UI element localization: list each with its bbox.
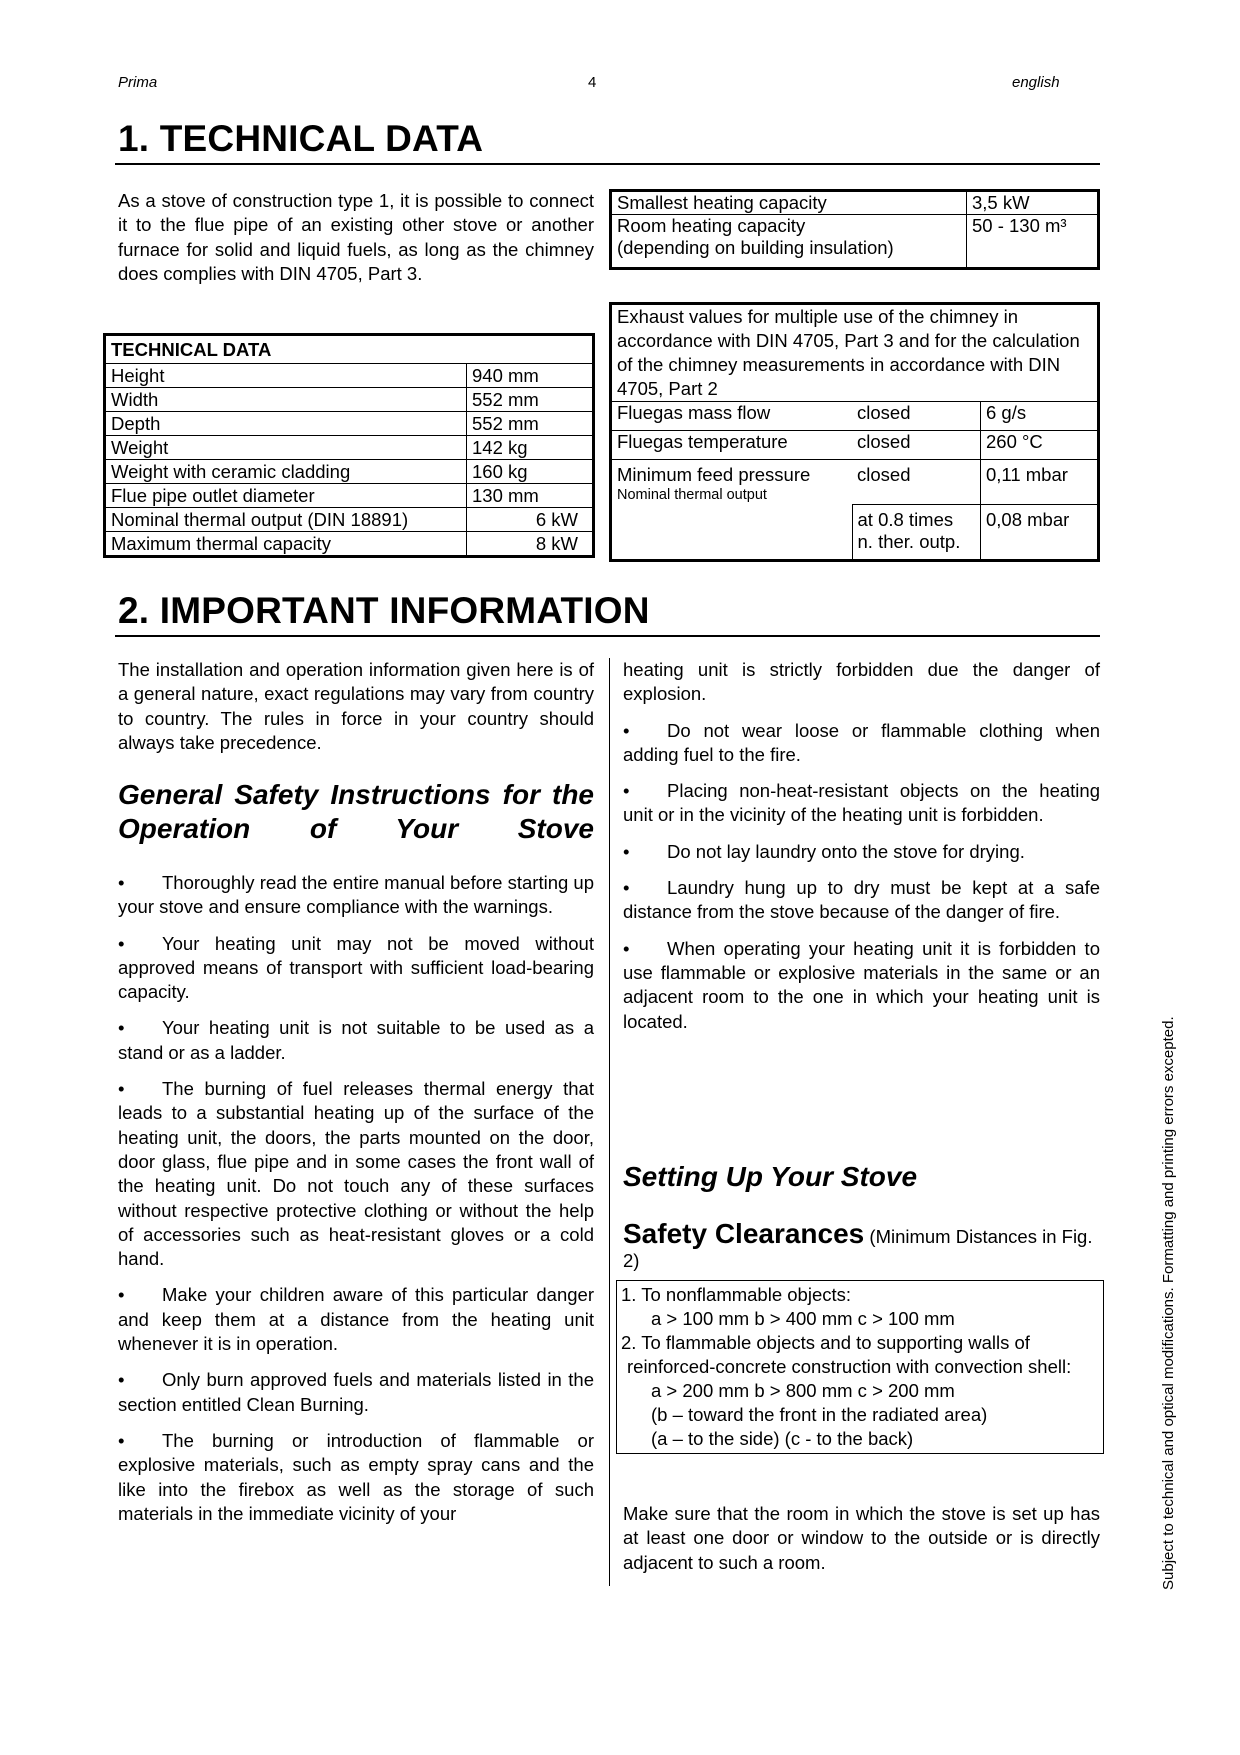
section-title-important-information: 2. IMPORTANT INFORMATION [118, 590, 650, 631]
list-item [623, 937, 1100, 1034]
tech-table-heading: TECHNICAL DATA [105, 335, 594, 364]
bullet-text: Do not lay laundry onto the stove for drying. [667, 840, 1025, 862]
cell-condition: closed [852, 460, 981, 505]
exhaust-heading: Exhaust values for multiple use of the chimney in accordance with DIN 4705, Part 3 and for the calculation of the chimney measurements in accordance with DIN 4705, Part 2 [611, 304, 1099, 402]
clearances-heading: Safety Clearances [623, 1218, 865, 1249]
continuation-text: heating unit is strictly forbidden due the danger of explosion. [623, 659, 1100, 705]
feed2-cond-line1: at 0.8 times [857, 509, 954, 530]
column-divider [609, 658, 610, 1586]
cell-value: 8 kW [467, 532, 594, 557]
list-item [118, 871, 594, 920]
capacity-label-line2: (depending on building insulation) [617, 237, 894, 258]
cell-value: 552 mm [467, 412, 594, 436]
clearance-line: (b – toward the front in the radiated area) [651, 1404, 988, 1425]
cell-value: 3,5 kW [967, 191, 1099, 215]
cell-label: Weight [105, 436, 467, 460]
capacity-table [609, 189, 1100, 270]
bullet-text: Make your children aware of this particular danger and keep them at a distance from the heating unit whenever it is in operation. [118, 1284, 594, 1355]
clearance-line: a > 100 mm b > 400 mm c > 100 mm [651, 1308, 955, 1329]
bullet-text: Do not wear loose or flammable clothing when adding fuel to the fire. [623, 719, 1100, 765]
cell-label: Width [105, 388, 467, 412]
list-item [118, 1283, 594, 1356]
bullet-text: When operating your heating unit it is forbidden to use flammable or explosive materials in the same or an adjacent room to the one in which your heating unit is located. [623, 937, 1100, 1032]
cell-label: Depth [105, 412, 467, 436]
bullet: • [118, 1369, 125, 1391]
table-row [105, 508, 594, 532]
header-right: english [1012, 74, 1060, 91]
safety-instructions-heading: General Safety Instructions for the Operation of Your Stove [118, 779, 594, 844]
page-number: 4 [588, 74, 597, 91]
side-disclaimer: Subject to technical and optical modifications. Formatting and printing errors excepted. [1160, 1016, 1177, 1590]
cell-value: 0,11 mbar [981, 460, 1099, 505]
bullet: • [623, 937, 630, 959]
cell-label: Height [105, 364, 467, 388]
table-row [611, 431, 1099, 460]
table-row [611, 460, 1099, 505]
bullet-text: The burning of fuel releases thermal energy that leads to a substantial heating up of the surface of the heating unit, the doors, the parts mounted on the door, door glass, flue pipe and in some cases the front wall of the heating unit. Do not touch any of these surfaces without respective protective clothing or without the help of accessories such as heat-resistant gloves or a cold hand. [118, 1078, 594, 1270]
cell-label: Flue pipe outlet diameter [105, 484, 467, 508]
cell-value: 6 kW [467, 508, 594, 532]
cell-label: Fluegas mass flow [611, 402, 853, 431]
list-item [623, 719, 1100, 768]
bullet: • [118, 932, 125, 954]
table-row [105, 532, 594, 557]
title-rule [115, 163, 1100, 165]
bullet: • [118, 1284, 125, 1306]
setup-heading: Setting Up Your Stove [623, 1161, 918, 1192]
bullet-text: Placing non-heat-resistant objects on the heating unit or in the vicinity of the heating unit is forbidden. [623, 780, 1100, 826]
section1-intro: As a stove of construction type 1, it is possible to connect it to the flue pipe of an existing other stove or another furnace for solid and liquid fuels, as long as the chimney does complies with DIN 4705, Part 3. [118, 190, 594, 284]
technical-data-table [103, 333, 595, 558]
cell-label: Nominal thermal output (DIN 18891) [105, 508, 467, 532]
clearance-line: 1. To nonflammable objects: [621, 1284, 852, 1305]
cell-value: 6 g/s [981, 402, 1099, 431]
feed2-cond-line2: n. ther. outp. [857, 531, 961, 552]
table-row [105, 436, 594, 460]
bullet-text: Your heating unit may not be moved without approved means of transport with sufficient load-bearing capacity. [118, 932, 594, 1003]
list-item [118, 1077, 594, 1271]
cell-label: Smallest heating capacity [611, 191, 967, 215]
room-note: Make sure that the room in which the stove is set up has at least one door or window to the outside or is directly adjacent to such a room. [623, 1503, 1100, 1573]
cell-value: 940 mm [467, 364, 594, 388]
cell-label [611, 460, 853, 561]
cell-condition [852, 505, 981, 561]
clearance-line: 2. To flammable objects and to supporting walls of [621, 1332, 1030, 1353]
header-left: Prima [118, 74, 158, 91]
list-item [118, 1016, 594, 1065]
list-item [118, 932, 594, 1005]
table-row [611, 191, 1099, 215]
list-item [623, 840, 1100, 864]
clearances-note: (Minimum Distances in Fig. 2) [623, 1226, 1093, 1272]
bullet: • [623, 780, 630, 802]
list-item [623, 876, 1100, 925]
bullet-text: The burning or introduction of flammable or explosive materials, such as empty spray cans and the like into the firebox as well as the storage of such materials in the immediate vicinity of your [118, 1429, 594, 1524]
clearance-line: a > 200 mm b > 800 mm c > 200 mm [651, 1380, 955, 1401]
cell-label: Fluegas temperature [611, 431, 853, 460]
title-rule [115, 635, 1100, 637]
list-item [118, 1429, 594, 1526]
bullet: • [623, 877, 630, 899]
bullet-text: Laundry hung up to dry must be kept at a safe distance from the stove because of the danger of fire. [623, 877, 1100, 923]
right-column-text [623, 658, 1100, 1046]
cell-condition: closed [852, 431, 981, 460]
bullet-text: Your heating unit is not suitable to be used as a stand or as a ladder. [118, 1017, 594, 1063]
clearances-heading-block [623, 1218, 1100, 1274]
table-row [105, 388, 594, 412]
cell-value: 260 °C [981, 431, 1099, 460]
cell-label [611, 215, 967, 269]
left-bullet-list [118, 871, 594, 1538]
bullet: • [623, 719, 630, 741]
list-item [623, 779, 1100, 828]
table-row [105, 364, 594, 388]
list-item [118, 1368, 594, 1417]
cell-condition: closed [852, 402, 981, 431]
table-row [611, 402, 1099, 431]
bullet: • [118, 872, 125, 893]
cell-label: Weight with ceramic cladding [105, 460, 467, 484]
cell-value: 552 mm [467, 388, 594, 412]
clearance-box [616, 1280, 1104, 1454]
exhaust-table [609, 302, 1100, 562]
table-row [105, 412, 594, 436]
bullet-text: Thoroughly read the entire manual before starting up your stove and ensure compliance with the warnings. [118, 872, 594, 918]
table-row [611, 215, 1099, 269]
table-row [105, 460, 594, 484]
cell-value: 0,08 mbar [981, 505, 1099, 561]
cell-value: 130 mm [467, 484, 594, 508]
cell-value: 160 kg [467, 460, 594, 484]
section2-intro: The installation and operation information given here is of a general nature, exact regulations may vary from country to country. The rules in force in your country should always take precedence. [118, 659, 594, 753]
section-title-technical-data: 1. TECHNICAL DATA [118, 118, 484, 159]
bullet: • [118, 1429, 125, 1451]
bullet: • [118, 1017, 125, 1039]
cell-label: Maximum thermal capacity [105, 532, 467, 557]
bullet-text: Only burn approved fuels and materials listed in the section entitled Clean Burning. [118, 1369, 594, 1415]
feed-sublabel: Nominal thermal output [617, 487, 767, 503]
bullet: • [623, 840, 630, 862]
capacity-label-line1: Room heating capacity [617, 215, 806, 236]
clearance-line: reinforced-concrete construction with convection shell: [627, 1356, 1072, 1377]
feed-label: Minimum feed pressure [617, 464, 811, 485]
cell-value: 50 - 130 m³ [967, 215, 1099, 269]
table-row [105, 484, 594, 508]
cell-value: 142 kg [467, 436, 594, 460]
clearance-line: (a – to the side) (c - to the back) [651, 1428, 914, 1449]
bullet: • [118, 1078, 125, 1100]
